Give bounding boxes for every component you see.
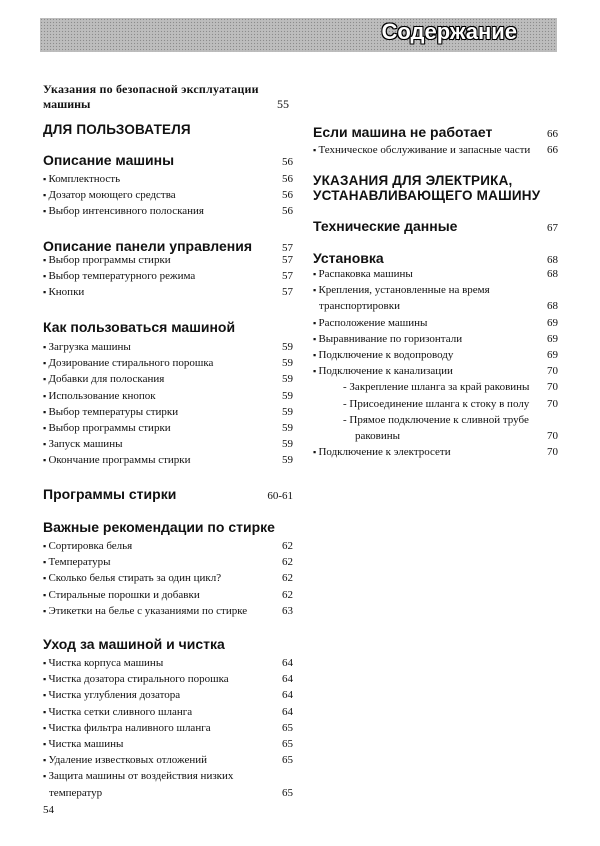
page-ref <box>538 412 558 428</box>
section-items <box>43 339 293 469</box>
toc-item-text: ▪ Добавки для полоскания <box>43 371 164 387</box>
page-ref: 70 <box>547 446 558 459</box>
toc-item[interactable] <box>43 752 293 768</box>
toc-item[interactable] <box>313 142 558 158</box>
toc-item-text: ▪ Выбор программы стирки <box>43 420 171 436</box>
section-heading[interactable]: Как пользоваться машиной <box>43 319 236 335</box>
toc-item[interactable] <box>43 554 293 570</box>
toc-item-text: ▪ Запуск машины <box>43 436 122 452</box>
toc-item[interactable] <box>43 736 293 752</box>
toc-item[interactable] <box>313 347 558 363</box>
section-heading[interactable]: Уход за машиной и чистка <box>43 636 225 652</box>
toc-item-text: ▪ Удаление известковых отложений <box>43 752 207 768</box>
page-ref: 62 <box>282 588 293 601</box>
toc-item[interactable] <box>43 671 293 687</box>
section-items <box>313 142 558 158</box>
page-ref: 59 <box>282 373 293 386</box>
toc-item[interactable] <box>43 404 293 420</box>
page-ref: 64 <box>282 689 293 702</box>
page-ref: 69 <box>547 316 558 329</box>
toc-item-text: ▪ Выбор температурного режима <box>43 268 195 284</box>
toc-item-text: ▪ Выбор интенсивного полоскания <box>43 203 204 219</box>
toc-item[interactable] <box>313 282 558 298</box>
header-banner <box>40 18 557 52</box>
section-items <box>43 171 293 220</box>
toc-item-text: ▪ Техническое обслуживание и запасные части <box>313 142 530 158</box>
toc-item[interactable] <box>43 420 293 436</box>
page-ref: 59 <box>282 357 293 370</box>
page-ref: 59 <box>282 422 293 435</box>
page-ref: 62 <box>282 540 293 552</box>
toc-item[interactable] <box>313 315 558 331</box>
toc-item-text: ▪ Распаковка машины <box>313 266 413 282</box>
toc-item-text: ▪ Окончание программы стирки <box>43 452 191 468</box>
toc-item-text: ▪ Выбор программы стирки <box>43 252 171 268</box>
page-ref <box>538 282 558 298</box>
toc-item[interactable] <box>43 720 293 736</box>
section-items <box>313 266 558 460</box>
toc-item-text: ▪ Расположение машины <box>313 315 427 331</box>
page-ref: 68 <box>547 268 558 280</box>
toc-item[interactable] <box>43 187 293 203</box>
toc-item-text: ▪ Кнопки <box>43 284 84 300</box>
page-ref: 68 <box>547 300 558 313</box>
toc-item[interactable] <box>43 171 293 187</box>
toc-item-text: ▪ Защита машины от воздействия низких <box>43 768 233 784</box>
page-ref: 63 <box>282 604 293 617</box>
toc-item[interactable] <box>43 371 293 387</box>
toc-item-text: ▪ Дозатор моющего средства <box>43 187 176 203</box>
page-ref: 62 <box>282 556 293 569</box>
page-ref: 70 <box>547 397 558 410</box>
page-ref: 65 <box>282 754 293 767</box>
page-ref: 59 <box>282 341 293 353</box>
toc-item[interactable] <box>43 252 293 268</box>
toc-item[interactable] <box>43 785 293 801</box>
toc-item[interactable] <box>43 388 293 404</box>
toc-item-text: ▪ Дозирование стирального порошка <box>43 355 213 371</box>
toc-item[interactable] <box>313 412 558 428</box>
toc-item-text: раковины <box>355 430 401 443</box>
page-ref: 69 <box>547 332 558 345</box>
page-ref: 59 <box>282 438 293 451</box>
toc-item[interactable] <box>313 331 558 347</box>
toc-item-text: ▪ Сколько белья стирать за один цикл? <box>43 570 221 586</box>
toc-item[interactable] <box>43 436 293 452</box>
toc-item[interactable] <box>313 379 558 395</box>
toc-item[interactable] <box>43 570 293 586</box>
toc-item[interactable] <box>313 266 558 282</box>
toc-item[interactable] <box>43 768 293 784</box>
section-items <box>43 252 293 301</box>
page-ref: 64 <box>282 657 293 669</box>
electrician-heading-line2: УСТАНАВЛИВАЮЩЕГО МАШИНУ <box>313 188 541 203</box>
page-ref: 57 <box>282 270 293 283</box>
toc-item[interactable] <box>313 396 558 412</box>
toc-item-text: ▪ Комплектность <box>43 171 120 187</box>
toc-item-text: ▪ Подключение к электросети <box>313 444 451 460</box>
toc-entry-safety-line1: Указания по безопасной эксплуатации <box>43 82 259 96</box>
page-ref <box>273 768 293 784</box>
page-ref: 59 <box>282 405 293 418</box>
section-heading[interactable]: Установка 68 <box>313 250 558 266</box>
toc-item[interactable] <box>43 538 293 554</box>
page-ref: 66 <box>547 144 558 156</box>
toc-item-text: температур <box>49 786 103 799</box>
toc-item[interactable] <box>313 444 558 460</box>
page-ref: 65 <box>282 786 293 799</box>
toc-item-text: ▪ Чистка углубления дозатора <box>43 687 180 703</box>
toc-item[interactable] <box>43 704 293 720</box>
page-ref: 69 <box>547 349 558 362</box>
page-ref: 55 <box>277 97 289 111</box>
section-heading[interactable]: Технические данные 67 <box>313 218 558 234</box>
section-items <box>43 655 293 801</box>
page-ref: 65 <box>282 738 293 751</box>
toc-item-text: ▪ Стиральные порошки и добавки <box>43 587 200 603</box>
toc-item-text: - Прямое подключение к сливной трубе <box>313 412 529 428</box>
page-ref: 70 <box>547 430 558 443</box>
toc-item-text: ▪ Температуры <box>43 554 111 570</box>
toc-item-text: ▪ Крепления, установленные на время <box>313 282 490 298</box>
toc-item-text: ▪ Чистка фильтра наливного шланга <box>43 720 211 736</box>
toc-item-text: ▪ Чистка машины <box>43 736 123 752</box>
page-ref: 59 <box>282 389 293 402</box>
page-ref: 65 <box>282 721 293 734</box>
toc-item-text: ▪ Подключение к водопроводу <box>313 347 453 363</box>
toc-item-text: ▪ Чистка сетки сливного шланга <box>43 704 192 720</box>
toc-item-text: транспортировки <box>319 300 400 313</box>
toc-item[interactable] <box>313 298 558 314</box>
page-ref: 57 <box>282 286 293 299</box>
toc-item[interactable] <box>43 284 293 300</box>
toc-item[interactable] <box>43 687 293 703</box>
page-title: Содержание <box>381 19 517 44</box>
page-ref: 59 <box>282 454 293 467</box>
section-items <box>43 538 293 619</box>
toc-entry-safety-line2: машины <box>43 97 91 111</box>
toc-item[interactable] <box>43 655 293 671</box>
toc-item-text: ▪ Использование кнопок <box>43 388 156 404</box>
toc-item[interactable] <box>313 363 558 379</box>
toc-item-text: - Присоединение шланга к стоку в полу <box>313 396 529 412</box>
toc-item[interactable] <box>43 355 293 371</box>
toc-item[interactable] <box>43 203 293 219</box>
toc-item[interactable] <box>43 603 293 619</box>
section-heading[interactable]: Программы стирки 60-61 <box>43 486 293 502</box>
page-ref: 57 <box>282 254 293 266</box>
page-ref: 56 <box>282 173 293 185</box>
toc-item-text: ▪ Чистка дозатора стирального порошка <box>43 671 229 687</box>
section-heading[interactable]: Описание машины 56 <box>43 152 293 168</box>
page-ref: 62 <box>282 572 293 585</box>
user-section-heading: ДЛЯ ПОЛЬЗОВАТЕЛЯ <box>43 122 191 137</box>
toc-item[interactable] <box>43 587 293 603</box>
page-ref: 64 <box>282 673 293 686</box>
toc-item-text: ▪ Подключение к канализации <box>313 363 453 379</box>
toc-item-text: ▪ Этикетки на белье с указаниями по стирке <box>43 603 247 619</box>
page-ref: 64 <box>282 705 293 718</box>
toc-item[interactable] <box>43 339 293 355</box>
toc-item-text: ▪ Выравнивание по горизонтали <box>313 331 462 347</box>
toc-item[interactable] <box>43 268 293 284</box>
page-ref: 70 <box>547 365 558 378</box>
section-heading[interactable]: Описание панели управления 57 <box>43 238 293 254</box>
toc-item-text: ▪ Сортировка белья <box>43 538 132 554</box>
toc-item[interactable] <box>43 452 293 468</box>
toc-item-text: ▪ Загрузка машины <box>43 339 131 355</box>
page-number: 54 <box>43 804 54 816</box>
toc-item-text: - Закрепление шланга за край раковины <box>313 379 529 395</box>
toc-item-text: ▪ Выбор температуры стирки <box>43 404 178 420</box>
toc-entry-safety[interactable] <box>43 82 293 112</box>
toc-item[interactable] <box>313 428 558 444</box>
section-heading[interactable]: Важные рекомендации по стирке <box>43 519 275 535</box>
page-ref: 56 <box>282 205 293 218</box>
page-ref: 70 <box>547 381 558 394</box>
section-heading[interactable]: Если машина не работает 66 <box>313 124 558 140</box>
electrician-heading-line1: УКАЗАНИЯ ДЛЯ ЭЛЕКТРИКА, <box>313 173 513 188</box>
page-ref: 56 <box>282 189 293 202</box>
toc-item-text: ▪ Чистка корпуса машины <box>43 655 163 671</box>
